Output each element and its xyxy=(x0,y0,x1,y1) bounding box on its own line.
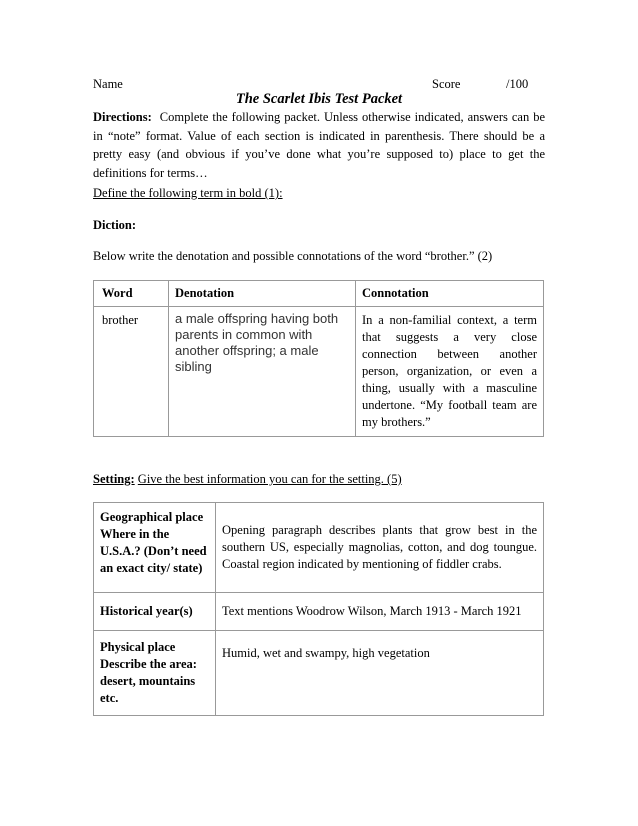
directions-block xyxy=(93,108,545,182)
setting-table xyxy=(93,502,544,716)
diction-term: Diction: xyxy=(93,218,137,232)
setting-row-physical xyxy=(94,631,544,716)
cell-word: brother xyxy=(94,307,169,437)
physical-label: Physical place Describe the area: desert, mountains etc. xyxy=(94,631,216,716)
header-connotation: Connotation xyxy=(356,281,544,307)
brother-instruction: Below write the denotation and possible connotations of the word “brother.” (2) xyxy=(93,249,493,263)
header-denotation: Denotation xyxy=(169,281,356,307)
setting-label: Setting: xyxy=(93,472,135,486)
geography-label: Geographical place Where in the U.S.A.? (Don’t need an exact city/ state) xyxy=(94,503,216,593)
name-label: Name xyxy=(93,77,123,91)
page-title: The Scarlet Ibis Test Packet xyxy=(235,91,403,107)
score-label: Score xyxy=(432,77,461,91)
directions-text: Complete the following packet. Unless otherwise indicated, answers can be in “note” format. Value of each section is indicated in parenthesis. There should be a pretty easy (and obvious if you’ve done what you’re supposed to) place to get the definitions for terms… xyxy=(93,110,545,180)
brother-table xyxy=(93,280,544,437)
cell-connotation: In a non-familial context, a term that suggests a very close connection between another person, organization, or even a thing, usually with a masculine undertone. “My football team are my brothers.” xyxy=(356,307,544,437)
cell-denotation: a male offspring having both parents in common with another offspring; a male sibling xyxy=(169,307,356,437)
physical-answer: Humid, wet and swampy, high vegetation xyxy=(216,631,544,716)
setting-instruction: Give the best information you can for the setting. (5) xyxy=(137,472,402,486)
setting-instruction-line xyxy=(93,472,402,487)
brother-table-row xyxy=(94,307,544,437)
historical-answer: Text mentions Woodrow Wilson, March 1913 - March 1921 xyxy=(216,593,544,631)
score-total: /100 xyxy=(506,77,529,91)
define-instruction: Define the following term in bold (1): xyxy=(93,186,283,200)
setting-row-geography xyxy=(94,503,544,593)
geography-answer: Opening paragraph describes plants that grow best in the southern US, especially magnolias, cotton, and dog toungue. Coastal region indicated by mentioning of fiddler crabs. xyxy=(216,503,544,593)
brother-table-header xyxy=(94,281,544,307)
setting-row-historical xyxy=(94,593,544,631)
historical-label: Historical year(s) xyxy=(94,593,216,631)
directions-label: Directions: xyxy=(93,110,152,124)
header-word: Word xyxy=(94,281,169,307)
